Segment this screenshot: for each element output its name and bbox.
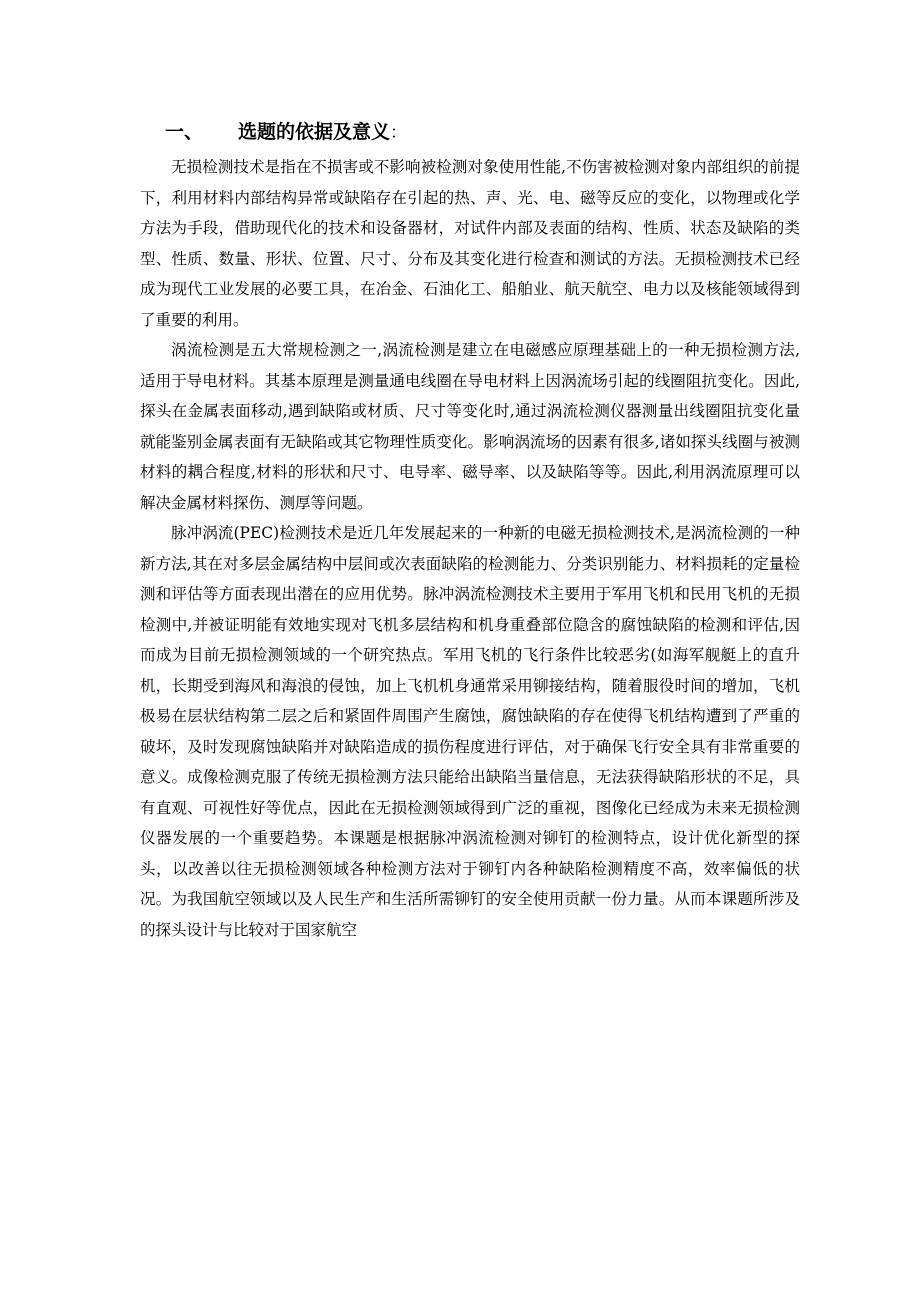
section-title-colon: ： bbox=[390, 123, 408, 143]
section-number: 一、 bbox=[165, 121, 204, 143]
paragraph-pulsed-eddy-current: 脉冲涡流(PEC)检测技术是近几年发展起来的一种新的电磁无损检测技术,是涡流检测的一种新方法,其在对多层金属结构中层间或次表面缺陷的检测能力、分类识别能力、材料损耗的定量检测和评估等方面表现出潜在的应用优势。脉冲涡流检测技术主要用于军用飞机和民用飞机的无损检测中,并被证明能有效地实现对飞机多层结构和机身重叠部位隐含的腐蚀缺陷的检测和评估,因而成为目前无损检测领域的一个研究热点。军用飞机的飞行条件比较恶劣(如海军舰艇上的直升机，长期受到海风和海浪的侵蚀，加上飞机机身通常采用铆接结构，随着服役时间的增加，飞机极易在层状结构第二层之后和紧固件周围产生腐蚀，腐蚀缺陷的存在使得飞机结构遭到了严重的破坏，及时发现腐蚀缺陷并对缺陷造成的损伤程度进行评估，对于确保飞行安全具有非常重要的意义。成像检测克服了传统无损检测方法只能给出缺陷当量信息，无法获得缺陷形状的不足，具有直观、可视性好等优点，因此在无损检测领域得到广泛的重视，图像化已经成为未来无损检测仪器发展的一个重要趋势。本课题是根据脉冲涡流检测对铆钉的检测特点，设计优化新型的探头，以改善以往无损检测领域各种检测方法对于铆钉内各种缺陷检测精度不高，效率偏低的状况。为我国航空领域以及人民生产和生活所需铆钉的安全使用贡献一份力量。从而本课题所涉及的探头设计与比较对于国家航空 bbox=[140, 524, 800, 939]
paragraph-eddy-current: 涡流检测是五大常规检测之一,涡流检测是建立在电磁感应原理基础上的一种无损检测方法,适用于导电材料。其基本原理是测量通电线圈在导电材料上因涡流场引起的线圈阻抗变化。因此,探头在金属表面移动,遇到缺陷或材质、尺寸等变化时,通过涡流检测仪器测量出线圈阻抗变化量就能鉴别金属表面有无缺陷或其它物理性质变化。影响涡流场的因素有很多,诸如探头线圈与被测材料的耦合程度,材料的形状和尺寸、电导率、磁导率、以及缺陷等等。因此,利用涡流原理可以解决金属材料探伤、测厚等问题。 bbox=[140, 341, 800, 512]
body-text bbox=[140, 152, 800, 945]
section-title: 选题的依据及意义 bbox=[238, 121, 391, 143]
paragraph-nde-overview: 无损检测技术是指在不损害或不影响被检测对象使用性能,不伤害被检测对象内部组织的前提下，利用材料内部结构异常或缺陷存在引起的热、声、光、电、磁等反应的变化，以物理或化学方法为手段，借助现代化的技术和设备器材，对试件内部及表面的结构、性质、状态及缺陷的类型、性质、数量、形状、位置、尺寸、分布及其变化进行检查和测试的方法。无损检测技术已经成为现代工业发展的必要工具，在冶金、石油化工、船舶业、航天航空、电力以及核能领域得到了重要的利用。 bbox=[140, 158, 800, 329]
section-heading bbox=[165, 118, 407, 147]
